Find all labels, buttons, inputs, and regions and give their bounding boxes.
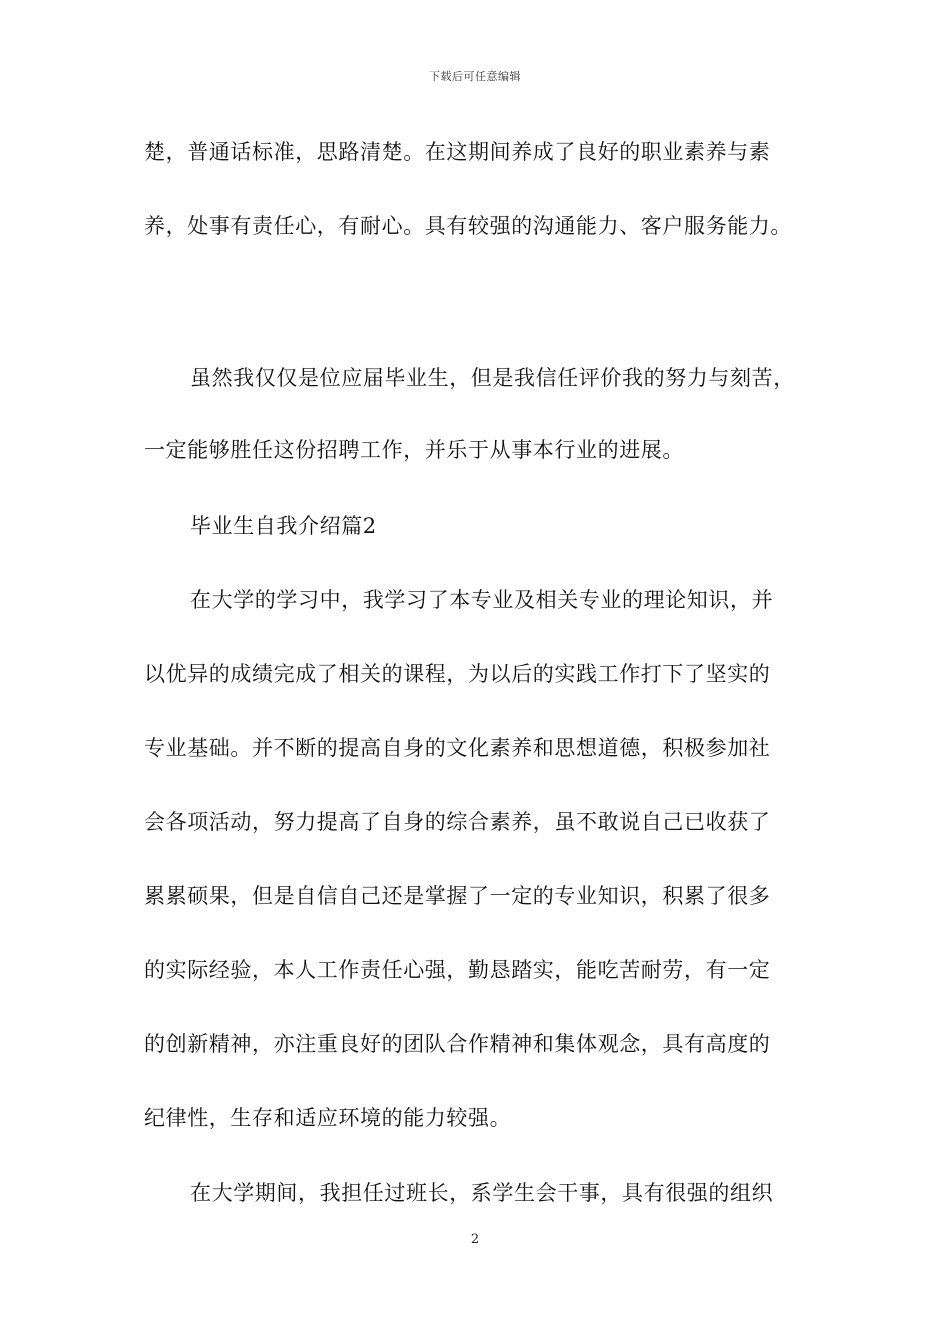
body-line: 在大学期间，我担任过班长，系学生会干事，具有很强的组织	[190, 1181, 774, 1205]
body-line: 会各项活动，努力提高了自身的综合素养，虽不敢说自己已收获了	[144, 810, 771, 834]
section-heading: 毕业生自我介绍篇2	[190, 514, 377, 538]
body-line: 养，处事有责任心，有耐心。具有较强的沟通能力、客户服务能力。	[144, 214, 792, 238]
body-line: 的实际经验，本人工作责任心强，勤恳踏实，能吃苦耐劳，有一定	[144, 958, 771, 982]
body-line: 一定能够胜任这份招聘工作，并乐于从事本行业的进展。	[144, 438, 684, 462]
page-number: 2	[470, 1232, 480, 1247]
body-line: 累累硕果，但是自信自己还是掌握了一定的专业知识，积累了很多	[144, 884, 771, 908]
body-line: 虽然我仅仅是位应届毕业生，但是我信任评价我的努力与刻苦，	[190, 366, 795, 390]
body-line: 楚，普通话标准，思路清楚。在这期间养成了良好的职业素养与素	[144, 140, 771, 164]
body-line: 以优异的成绩完成了相关的课程，为以后的实践工作打下了坚实的	[144, 662, 771, 686]
body-line: 纪律性，生存和适应环境的能力较强。	[144, 1106, 512, 1130]
body-line: 专业基础。并不断的提高自身的文化素养和思想道德，积极参加社	[144, 736, 771, 760]
page-header: 下载后可任意编辑	[429, 70, 521, 83]
body-line: 的创新精神，亦注重良好的团队合作精神和集体观念，具有高度的	[144, 1032, 771, 1056]
body-line: 在大学的学习中，我学习了本专业及相关专业的理论知识，并	[190, 588, 774, 612]
